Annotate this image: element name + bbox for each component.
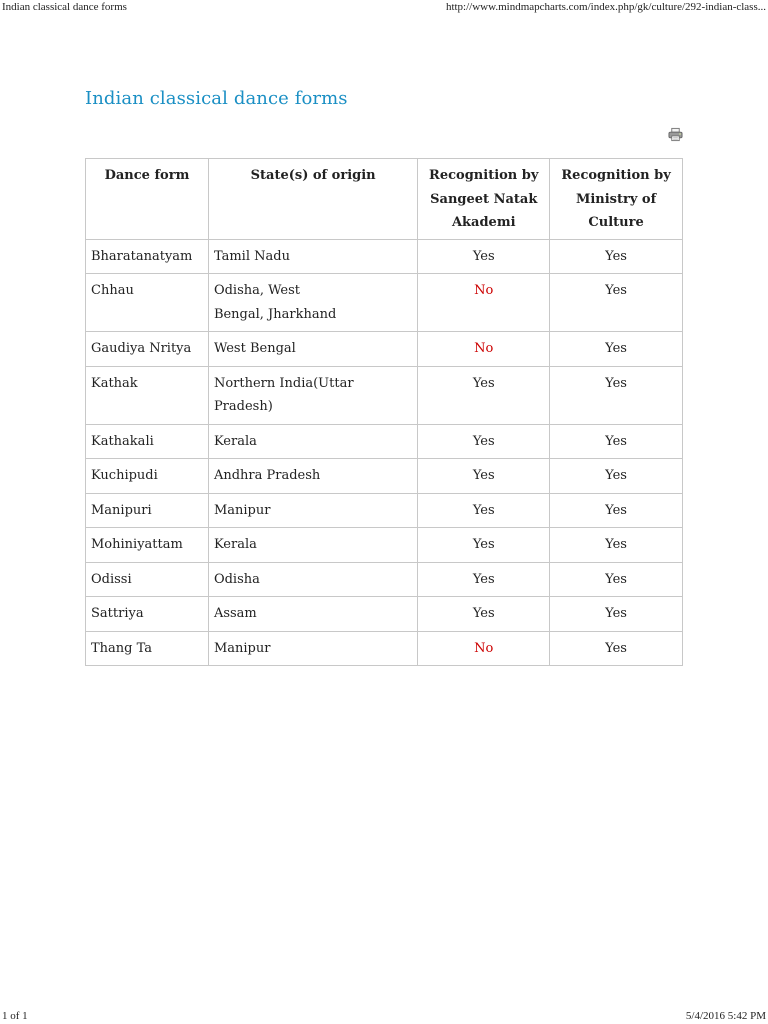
column-header-dance-form: Dance form xyxy=(86,159,209,240)
state-cell: Odisha xyxy=(208,562,417,597)
dance-form-cell: Chhau xyxy=(86,274,209,332)
moc-recognition-cell: Yes xyxy=(550,274,683,332)
dance-form-cell: Kathak xyxy=(86,366,209,424)
state-line: Bengal, Jharkhand xyxy=(213,306,337,322)
state-cell: Tamil Nadu xyxy=(208,239,417,274)
table-row xyxy=(86,274,683,332)
state-cell: West Bengal xyxy=(208,332,417,367)
table-row xyxy=(86,239,683,274)
state-cell: Assam xyxy=(208,597,417,632)
print-footer xyxy=(0,1008,768,1024)
state-cell: Kerala xyxy=(208,424,417,459)
column-header-ministry-of-culture: Recognition by Ministry of Culture xyxy=(550,159,683,240)
dance-form-cell: Sattriya xyxy=(86,597,209,632)
moc-recognition-cell: Yes xyxy=(550,366,683,424)
moc-recognition-cell: Yes xyxy=(550,332,683,367)
sna-recognition-cell: No xyxy=(418,274,550,332)
sna-recognition-cell: Yes xyxy=(418,239,550,274)
moc-recognition-cell: Yes xyxy=(550,493,683,528)
page-title: Indian classical dance forms xyxy=(85,88,348,109)
print-header-url: http://www.mindmapcharts.com/index.php/gk/culture/292-indian-class... xyxy=(445,1,766,13)
dance-form-cell: Kathakali xyxy=(86,424,209,459)
table-row xyxy=(86,332,683,367)
table-header xyxy=(86,159,683,240)
sna-recognition-cell: Yes xyxy=(418,366,550,424)
print-header xyxy=(0,0,768,16)
table-row xyxy=(86,424,683,459)
moc-recognition-cell: Yes xyxy=(550,239,683,274)
dance-form-cell: Mohiniyattam xyxy=(86,528,209,563)
column-header-sangeet-natak-akademi: Recognition by Sangeet Natak Akademi xyxy=(418,159,550,240)
state-cell: Manipur xyxy=(208,493,417,528)
state-line: Odisha, West xyxy=(213,283,301,298)
sna-recognition-cell: Yes xyxy=(418,562,550,597)
dance-form-cell: Thang Ta xyxy=(86,631,209,666)
sna-recognition-cell: Yes xyxy=(418,424,550,459)
moc-recognition-cell: Yes xyxy=(550,459,683,494)
dance-form-cell: Manipuri xyxy=(86,493,209,528)
page-count: 1 of 1 xyxy=(2,1010,28,1022)
dance-form-cell: Gaudiya Nritya xyxy=(86,332,209,367)
moc-recognition-cell: Yes xyxy=(550,562,683,597)
moc-recognition-cell: Yes xyxy=(550,597,683,632)
column-header-state-of-origin: State(s) of origin xyxy=(208,159,417,240)
sna-recognition-cell: No xyxy=(418,631,550,666)
table-body xyxy=(86,239,683,666)
state-cell: Northern India(Uttar Pradesh) xyxy=(208,366,417,424)
moc-recognition-cell: Yes xyxy=(550,631,683,666)
sna-recognition-cell: No xyxy=(418,332,550,367)
sna-recognition-cell: Yes xyxy=(418,528,550,563)
dance-form-cell: Odissi xyxy=(86,562,209,597)
dance-form-cell: Bharatanatyam xyxy=(86,239,209,274)
dance-form-cell: Kuchipudi xyxy=(86,459,209,494)
state-cell: Kerala xyxy=(208,528,417,563)
table-row xyxy=(86,562,683,597)
moc-recognition-cell: Yes xyxy=(550,424,683,459)
printer-icon[interactable] xyxy=(668,127,683,142)
print-datetime: 5/4/2016 5:42 PM xyxy=(685,1010,766,1022)
sna-recognition-cell: Yes xyxy=(418,597,550,632)
table-row xyxy=(86,528,683,563)
table-row xyxy=(86,493,683,528)
table-row xyxy=(86,597,683,632)
state-cell xyxy=(208,274,417,332)
table-row xyxy=(86,631,683,666)
state-cell: Andhra Pradesh xyxy=(208,459,417,494)
table-row xyxy=(86,366,683,424)
moc-recognition-cell: Yes xyxy=(550,528,683,563)
table-header-row xyxy=(86,159,683,240)
sna-recognition-cell: Yes xyxy=(418,459,550,494)
state-cell: Manipur xyxy=(208,631,417,666)
dance-forms-table xyxy=(85,158,683,666)
table-row xyxy=(86,459,683,494)
print-header-title: Indian classical dance forms xyxy=(2,1,127,13)
sna-recognition-cell: Yes xyxy=(418,493,550,528)
